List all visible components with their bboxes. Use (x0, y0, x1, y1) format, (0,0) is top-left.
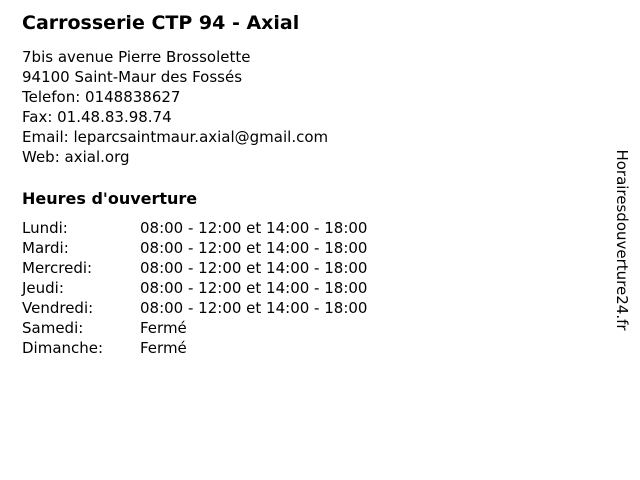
address-line-1: 7bis avenue Pierre Brossolette (22, 48, 251, 66)
day-hours: 08:00 - 12:00 et 14:00 - 18:00 (140, 219, 368, 237)
hours-row-saturday (22, 318, 582, 338)
day-label: Vendredi: (22, 299, 94, 317)
opening-hours-table (22, 218, 582, 358)
day-hours: 08:00 - 12:00 et 14:00 - 18:00 (140, 299, 368, 317)
hours-row-tuesday (22, 238, 582, 258)
day-label: Mercredi: (22, 259, 93, 277)
hours-row-sunday (22, 338, 582, 358)
day-hours: 08:00 - 12:00 et 14:00 - 18:00 (140, 279, 368, 297)
hours-row-monday (22, 218, 582, 238)
day-label: Jeudi: (22, 279, 64, 297)
day-label: Samedi: (22, 319, 84, 337)
fax-line: Fax: 01.48.83.98.74 (22, 108, 172, 126)
contact-block (22, 47, 582, 167)
day-hours: 08:00 - 12:00 et 14:00 - 18:00 (140, 259, 368, 277)
opening-hours-heading: Heures d'ouverture (22, 189, 198, 208)
hours-row-wednesday (22, 258, 582, 278)
website-line: Web: axial.org (22, 148, 130, 166)
hours-row-friday (22, 298, 582, 318)
day-label: Lundi: (22, 219, 68, 237)
watermark-site-name: Horairesdouverture24.fr (613, 149, 631, 331)
main-content (22, 12, 582, 358)
day-hours: Fermé (140, 319, 187, 337)
page-title: Carrosserie CTP 94 - Axial (22, 12, 300, 34)
day-hours: 08:00 - 12:00 et 14:00 - 18:00 (140, 239, 368, 257)
email-line: Email: leparcsaintmaur.axial@gmail.com (22, 128, 329, 146)
address-line-2: 94100 Saint-Maur des Fossés (22, 68, 243, 86)
day-label: Dimanche: (22, 339, 104, 357)
phone-line: Telefon: 0148838627 (22, 88, 181, 106)
day-hours: Fermé (140, 339, 187, 357)
day-label: Mardi: (22, 239, 69, 257)
hours-row-thursday (22, 278, 582, 298)
